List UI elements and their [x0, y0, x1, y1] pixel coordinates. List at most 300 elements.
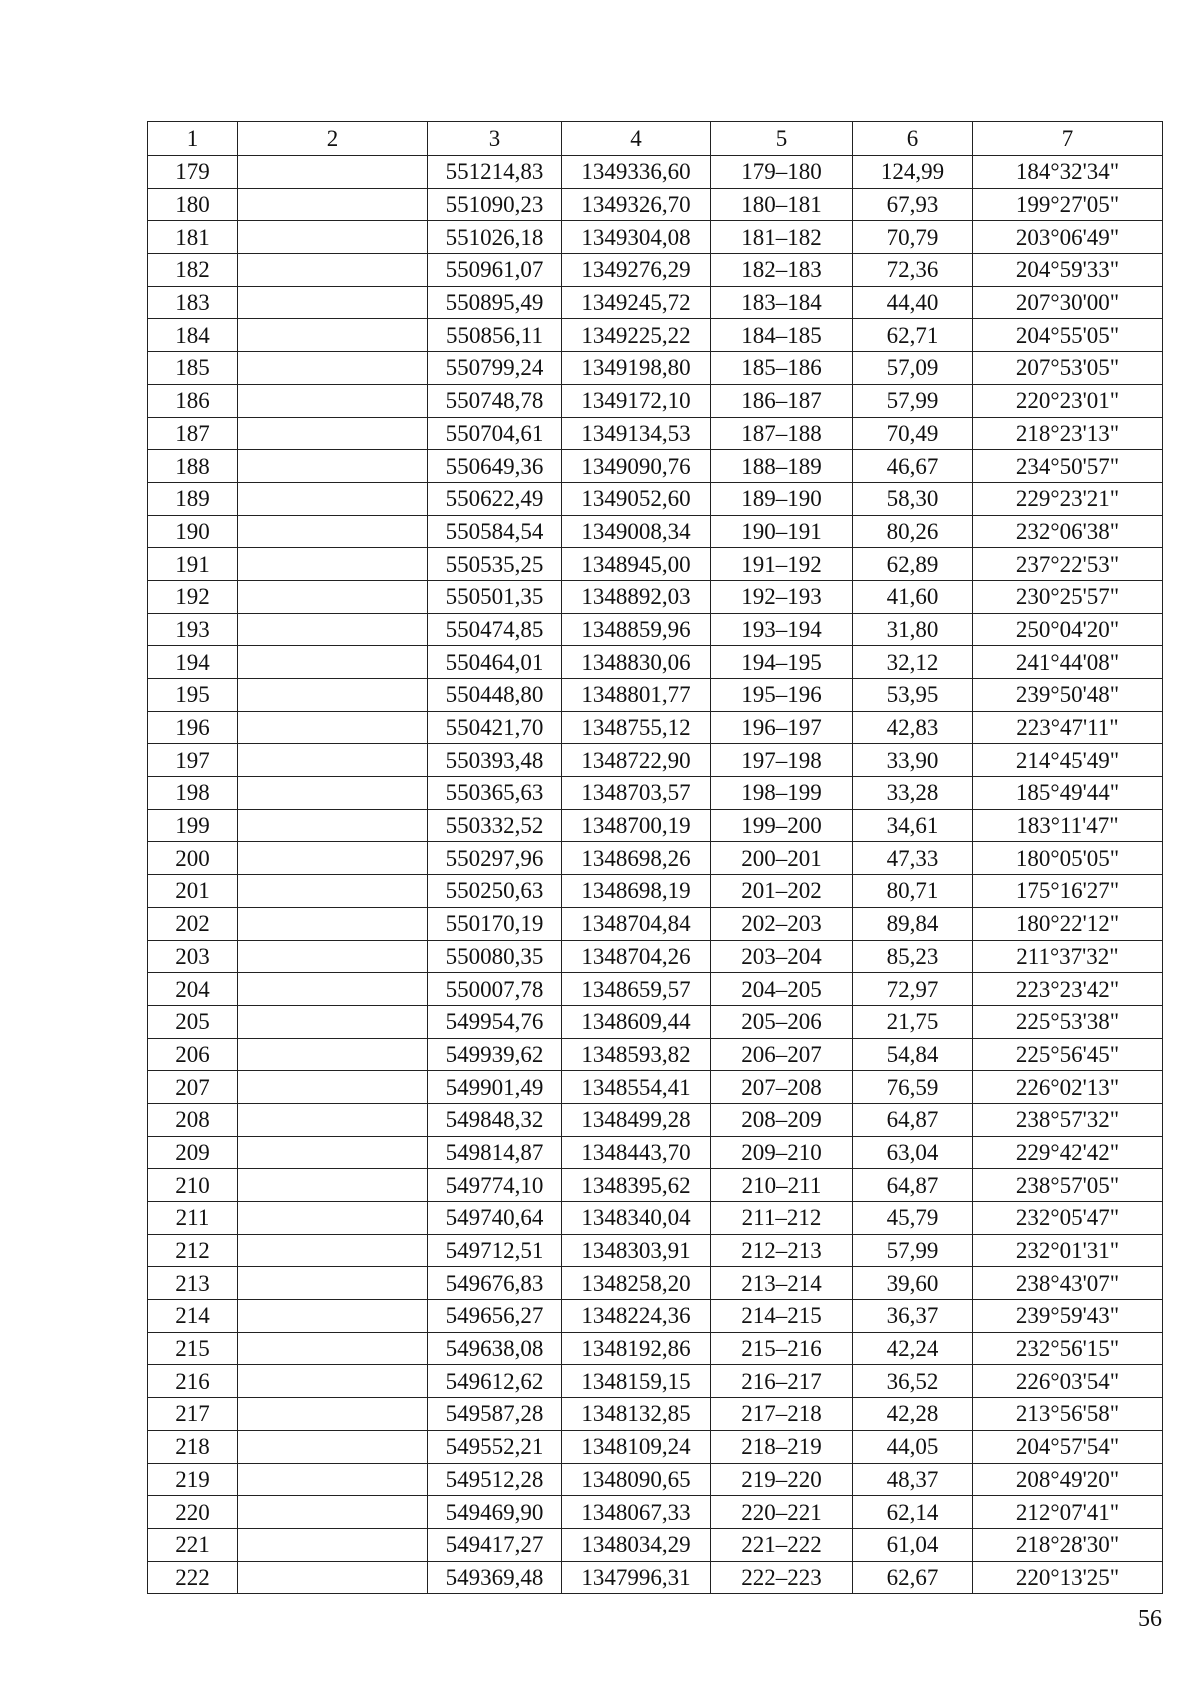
table-row [148, 973, 1163, 1006]
bearing: 226°02'13" [973, 1071, 1163, 1104]
segment: 206–207 [711, 1038, 853, 1071]
table-row [148, 679, 1163, 712]
length: 34,61 [853, 809, 973, 842]
blank-cell [238, 221, 428, 254]
length: 36,52 [853, 1365, 973, 1398]
bearing: 232°06'38" [973, 515, 1163, 548]
column-header-blank: 2 [238, 122, 428, 156]
y-coordinate: 1348109,24 [562, 1430, 711, 1463]
table-row [148, 352, 1163, 385]
point-number: 205 [148, 1005, 238, 1038]
y-coordinate: 1349052,60 [562, 482, 711, 515]
x-coordinate: 550007,78 [428, 973, 562, 1006]
table-row [148, 1463, 1163, 1496]
y-coordinate: 1348704,26 [562, 940, 711, 973]
y-coordinate: 1348443,70 [562, 1136, 711, 1169]
bearing: 204°57'54" [973, 1430, 1163, 1463]
x-coordinate: 550332,52 [428, 809, 562, 842]
length: 21,75 [853, 1005, 973, 1038]
table-row [148, 613, 1163, 646]
segment: 214–215 [711, 1300, 853, 1333]
table-row [148, 1103, 1163, 1136]
column-header-segment: 5 [711, 122, 853, 156]
x-coordinate: 549901,49 [428, 1071, 562, 1104]
length: 64,87 [853, 1169, 973, 1202]
segment: 219–220 [711, 1463, 853, 1496]
table-row [148, 417, 1163, 450]
y-coordinate: 1348722,90 [562, 744, 711, 777]
bearing: 180°22'12" [973, 907, 1163, 940]
blank-cell [238, 1005, 428, 1038]
y-coordinate: 1349134,53 [562, 417, 711, 450]
x-coordinate: 550584,54 [428, 515, 562, 548]
point-number: 188 [148, 450, 238, 483]
y-coordinate: 1348303,91 [562, 1234, 711, 1267]
blank-cell [238, 809, 428, 842]
length: 44,40 [853, 286, 973, 319]
point-number: 199 [148, 809, 238, 842]
table-row [148, 1300, 1163, 1333]
segment: 202–203 [711, 907, 853, 940]
table-row [148, 1169, 1163, 1202]
length: 42,24 [853, 1332, 973, 1365]
blank-cell [238, 1365, 428, 1398]
table-row [148, 1332, 1163, 1365]
segment: 181–182 [711, 221, 853, 254]
point-number: 185 [148, 352, 238, 385]
point-number: 208 [148, 1103, 238, 1136]
bearing: 183°11'47" [973, 809, 1163, 842]
length: 32,12 [853, 646, 973, 679]
blank-cell [238, 1103, 428, 1136]
x-coordinate: 550170,19 [428, 907, 562, 940]
length: 53,95 [853, 679, 973, 712]
blank-cell [238, 711, 428, 744]
x-coordinate: 550250,63 [428, 875, 562, 908]
y-coordinate: 1348340,04 [562, 1202, 711, 1235]
segment: 194–195 [711, 646, 853, 679]
y-coordinate: 1347996,31 [562, 1561, 711, 1594]
length: 31,80 [853, 613, 973, 646]
bearing: 238°57'05" [973, 1169, 1163, 1202]
y-coordinate: 1348090,65 [562, 1463, 711, 1496]
y-coordinate: 1348192,86 [562, 1332, 711, 1365]
table-row [148, 1136, 1163, 1169]
y-coordinate: 1349336,60 [562, 156, 711, 189]
segment: 201–202 [711, 875, 853, 908]
x-coordinate: 550421,70 [428, 711, 562, 744]
y-coordinate: 1348132,85 [562, 1398, 711, 1431]
bearing: 238°57'32" [973, 1103, 1163, 1136]
y-coordinate: 1348499,28 [562, 1103, 711, 1136]
blank-cell [238, 319, 428, 352]
x-coordinate: 549369,48 [428, 1561, 562, 1594]
segment: 209–210 [711, 1136, 853, 1169]
x-coordinate: 550748,78 [428, 384, 562, 417]
segment: 196–197 [711, 711, 853, 744]
y-coordinate: 1348609,44 [562, 1005, 711, 1038]
segment: 211–212 [711, 1202, 853, 1235]
x-coordinate: 549814,87 [428, 1136, 562, 1169]
length: 58,30 [853, 482, 973, 515]
length: 41,60 [853, 580, 973, 613]
table-row [148, 1430, 1163, 1463]
table-row [148, 1038, 1163, 1071]
y-coordinate: 1348801,77 [562, 679, 711, 712]
x-coordinate: 551090,23 [428, 188, 562, 221]
point-number: 220 [148, 1496, 238, 1529]
length: 80,71 [853, 875, 973, 908]
table-row [148, 1202, 1163, 1235]
table-row [148, 286, 1163, 319]
bearing: 230°25'57" [973, 580, 1163, 613]
blank-cell [238, 777, 428, 810]
point-number: 221 [148, 1528, 238, 1561]
table-row [148, 940, 1163, 973]
point-number: 206 [148, 1038, 238, 1071]
blank-cell [238, 1038, 428, 1071]
blank-cell [238, 907, 428, 940]
segment: 195–196 [711, 679, 853, 712]
x-coordinate: 549656,27 [428, 1300, 562, 1333]
segment: 197–198 [711, 744, 853, 777]
bearing: 241°44'08" [973, 646, 1163, 679]
length: 85,23 [853, 940, 973, 973]
blank-cell [238, 973, 428, 1006]
blank-cell [238, 482, 428, 515]
length: 67,93 [853, 188, 973, 221]
length: 33,28 [853, 777, 973, 810]
segment: 213–214 [711, 1267, 853, 1300]
blank-cell [238, 417, 428, 450]
table-row [148, 1561, 1163, 1594]
blank-cell [238, 1234, 428, 1267]
blank-cell [238, 352, 428, 385]
point-number: 189 [148, 482, 238, 515]
table-row [148, 515, 1163, 548]
x-coordinate: 550704,61 [428, 417, 562, 450]
x-coordinate: 549954,76 [428, 1005, 562, 1038]
x-coordinate: 549848,32 [428, 1103, 562, 1136]
table-row [148, 1234, 1163, 1267]
segment: 192–193 [711, 580, 853, 613]
length: 62,71 [853, 319, 973, 352]
x-coordinate: 549612,62 [428, 1365, 562, 1398]
y-coordinate: 1348554,41 [562, 1071, 711, 1104]
bearing: 232°01'31" [973, 1234, 1163, 1267]
bearing: 180°05'05" [973, 842, 1163, 875]
x-coordinate: 549774,10 [428, 1169, 562, 1202]
y-coordinate: 1348830,06 [562, 646, 711, 679]
length: 46,67 [853, 450, 973, 483]
table-row [148, 1071, 1163, 1104]
segment: 198–199 [711, 777, 853, 810]
y-coordinate: 1349245,72 [562, 286, 711, 319]
column-header-length: 6 [853, 122, 973, 156]
x-coordinate: 550622,49 [428, 482, 562, 515]
point-number: 196 [148, 711, 238, 744]
bearing: 184°32'34" [973, 156, 1163, 189]
bearing: 237°22'53" [973, 548, 1163, 581]
point-number: 179 [148, 156, 238, 189]
length: 42,28 [853, 1398, 973, 1431]
x-coordinate: 549638,08 [428, 1332, 562, 1365]
segment: 215–216 [711, 1332, 853, 1365]
point-number: 210 [148, 1169, 238, 1202]
table-row [148, 907, 1163, 940]
x-coordinate: 551214,83 [428, 156, 562, 189]
page-number: 56 [1138, 1606, 1162, 1632]
column-header-bearing: 7 [973, 122, 1163, 156]
point-number: 184 [148, 319, 238, 352]
table-row [148, 1496, 1163, 1529]
bearing: 229°42'42" [973, 1136, 1163, 1169]
y-coordinate: 1349008,34 [562, 515, 711, 548]
x-coordinate: 550856,11 [428, 319, 562, 352]
segment: 210–211 [711, 1169, 853, 1202]
segment: 184–185 [711, 319, 853, 352]
point-number: 217 [148, 1398, 238, 1431]
length: 124,99 [853, 156, 973, 189]
x-coordinate: 549740,64 [428, 1202, 562, 1235]
segment: 217–218 [711, 1398, 853, 1431]
table-row [148, 221, 1163, 254]
point-number: 204 [148, 973, 238, 1006]
blank-cell [238, 286, 428, 319]
table-body [148, 156, 1163, 1594]
y-coordinate: 1348659,57 [562, 973, 711, 1006]
x-coordinate: 549712,51 [428, 1234, 562, 1267]
y-coordinate: 1348593,82 [562, 1038, 711, 1071]
table-row [148, 548, 1163, 581]
coordinates-table [147, 121, 1163, 1594]
length: 57,99 [853, 384, 973, 417]
table-row [148, 254, 1163, 287]
blank-cell [238, 1463, 428, 1496]
segment: 187–188 [711, 417, 853, 450]
table-row [148, 1365, 1163, 1398]
point-number: 213 [148, 1267, 238, 1300]
point-number: 198 [148, 777, 238, 810]
y-coordinate: 1348258,20 [562, 1267, 711, 1300]
length: 45,79 [853, 1202, 973, 1235]
bearing: 220°13'25" [973, 1561, 1163, 1594]
x-coordinate: 550799,24 [428, 352, 562, 385]
blank-cell [238, 613, 428, 646]
bearing: 226°03'54" [973, 1365, 1163, 1398]
y-coordinate: 1349225,22 [562, 319, 711, 352]
table-row [148, 875, 1163, 908]
x-coordinate: 550474,85 [428, 613, 562, 646]
segment: 221–222 [711, 1528, 853, 1561]
bearing: 239°50'48" [973, 679, 1163, 712]
point-number: 195 [148, 679, 238, 712]
blank-cell [238, 744, 428, 777]
point-number: 202 [148, 907, 238, 940]
y-coordinate: 1348224,36 [562, 1300, 711, 1333]
x-coordinate: 550297,96 [428, 842, 562, 875]
bearing: 238°43'07" [973, 1267, 1163, 1300]
bearing: 214°45'49" [973, 744, 1163, 777]
point-number: 207 [148, 1071, 238, 1104]
blank-cell [238, 1169, 428, 1202]
point-number: 187 [148, 417, 238, 450]
y-coordinate: 1348755,12 [562, 711, 711, 744]
segment: 185–186 [711, 352, 853, 385]
segment: 183–184 [711, 286, 853, 319]
segment: 207–208 [711, 1071, 853, 1104]
point-number: 197 [148, 744, 238, 777]
length: 44,05 [853, 1430, 973, 1463]
blank-cell [238, 1332, 428, 1365]
y-coordinate: 1349090,76 [562, 450, 711, 483]
segment: 222–223 [711, 1561, 853, 1594]
table-row [148, 580, 1163, 613]
point-number: 193 [148, 613, 238, 646]
blank-cell [238, 1202, 428, 1235]
point-number: 209 [148, 1136, 238, 1169]
segment: 200–201 [711, 842, 853, 875]
point-number: 186 [148, 384, 238, 417]
x-coordinate: 550535,25 [428, 548, 562, 581]
point-number: 212 [148, 1234, 238, 1267]
blank-cell [238, 1430, 428, 1463]
bearing: 199°27'05" [973, 188, 1163, 221]
point-number: 219 [148, 1463, 238, 1496]
table-row [148, 842, 1163, 875]
bearing: 225°53'38" [973, 1005, 1163, 1038]
table-row [148, 1398, 1163, 1431]
bearing: 229°23'21" [973, 482, 1163, 515]
point-number: 194 [148, 646, 238, 679]
x-coordinate: 550393,48 [428, 744, 562, 777]
table-row [148, 1005, 1163, 1038]
blank-cell [238, 842, 428, 875]
bearing: 208°49'20" [973, 1463, 1163, 1496]
table-row [148, 188, 1163, 221]
point-number: 192 [148, 580, 238, 613]
blank-cell [238, 1398, 428, 1431]
length: 54,84 [853, 1038, 973, 1071]
length: 89,84 [853, 907, 973, 940]
y-coordinate: 1348034,29 [562, 1528, 711, 1561]
bearing: 232°05'47" [973, 1202, 1163, 1235]
blank-cell [238, 1528, 428, 1561]
table-row [148, 1528, 1163, 1561]
length: 48,37 [853, 1463, 973, 1496]
point-number: 180 [148, 188, 238, 221]
point-number: 190 [148, 515, 238, 548]
segment: 179–180 [711, 156, 853, 189]
length: 57,09 [853, 352, 973, 385]
length: 64,87 [853, 1103, 973, 1136]
y-coordinate: 1348945,00 [562, 548, 711, 581]
y-coordinate: 1348704,84 [562, 907, 711, 940]
x-coordinate: 550649,36 [428, 450, 562, 483]
blank-cell [238, 1496, 428, 1529]
table-row [148, 1267, 1163, 1300]
column-header-point: 1 [148, 122, 238, 156]
blank-cell [238, 679, 428, 712]
length: 33,90 [853, 744, 973, 777]
length: 76,59 [853, 1071, 973, 1104]
point-number: 200 [148, 842, 238, 875]
point-number: 222 [148, 1561, 238, 1594]
blank-cell [238, 156, 428, 189]
segment: 189–190 [711, 482, 853, 515]
bearing: 234°50'57" [973, 450, 1163, 483]
x-coordinate: 550961,07 [428, 254, 562, 287]
point-number: 183 [148, 286, 238, 319]
blank-cell [238, 1300, 428, 1333]
x-coordinate: 549417,27 [428, 1528, 562, 1561]
x-coordinate: 550464,01 [428, 646, 562, 679]
segment: 191–192 [711, 548, 853, 581]
x-coordinate: 549552,21 [428, 1430, 562, 1463]
header-row [148, 122, 1163, 156]
segment: 208–209 [711, 1103, 853, 1136]
y-coordinate: 1349326,70 [562, 188, 711, 221]
y-coordinate: 1348395,62 [562, 1169, 711, 1202]
point-number: 216 [148, 1365, 238, 1398]
x-coordinate: 550895,49 [428, 286, 562, 319]
point-number: 191 [148, 548, 238, 581]
y-coordinate: 1348892,03 [562, 580, 711, 613]
blank-cell [238, 254, 428, 287]
table-row [148, 482, 1163, 515]
length: 72,36 [853, 254, 973, 287]
segment: 188–189 [711, 450, 853, 483]
bearing: 175°16'27" [973, 875, 1163, 908]
point-number: 181 [148, 221, 238, 254]
length: 39,60 [853, 1267, 973, 1300]
column-header-x: 3 [428, 122, 562, 156]
segment: 204–205 [711, 973, 853, 1006]
bearing: 211°37'32" [973, 940, 1163, 973]
x-coordinate: 550448,80 [428, 679, 562, 712]
y-coordinate: 1348700,19 [562, 809, 711, 842]
length: 42,83 [853, 711, 973, 744]
y-coordinate: 1348067,33 [562, 1496, 711, 1529]
y-coordinate: 1348159,15 [562, 1365, 711, 1398]
bearing: 213°56'58" [973, 1398, 1163, 1431]
length: 62,14 [853, 1496, 973, 1529]
table-row [148, 319, 1163, 352]
blank-cell [238, 1071, 428, 1104]
point-number: 211 [148, 1202, 238, 1235]
length: 72,97 [853, 973, 973, 1006]
segment: 190–191 [711, 515, 853, 548]
blank-cell [238, 450, 428, 483]
blank-cell [238, 1136, 428, 1169]
column-header-y: 4 [562, 122, 711, 156]
table-row [148, 809, 1163, 842]
y-coordinate: 1348698,26 [562, 842, 711, 875]
y-coordinate: 1348703,57 [562, 777, 711, 810]
segment: 199–200 [711, 809, 853, 842]
bearing: 225°56'45" [973, 1038, 1163, 1071]
segment: 216–217 [711, 1365, 853, 1398]
segment: 182–183 [711, 254, 853, 287]
blank-cell [238, 515, 428, 548]
x-coordinate: 550501,35 [428, 580, 562, 613]
length: 70,49 [853, 417, 973, 450]
x-coordinate: 549512,28 [428, 1463, 562, 1496]
blank-cell [238, 646, 428, 679]
y-coordinate: 1348698,19 [562, 875, 711, 908]
y-coordinate: 1348859,96 [562, 613, 711, 646]
length: 63,04 [853, 1136, 973, 1169]
